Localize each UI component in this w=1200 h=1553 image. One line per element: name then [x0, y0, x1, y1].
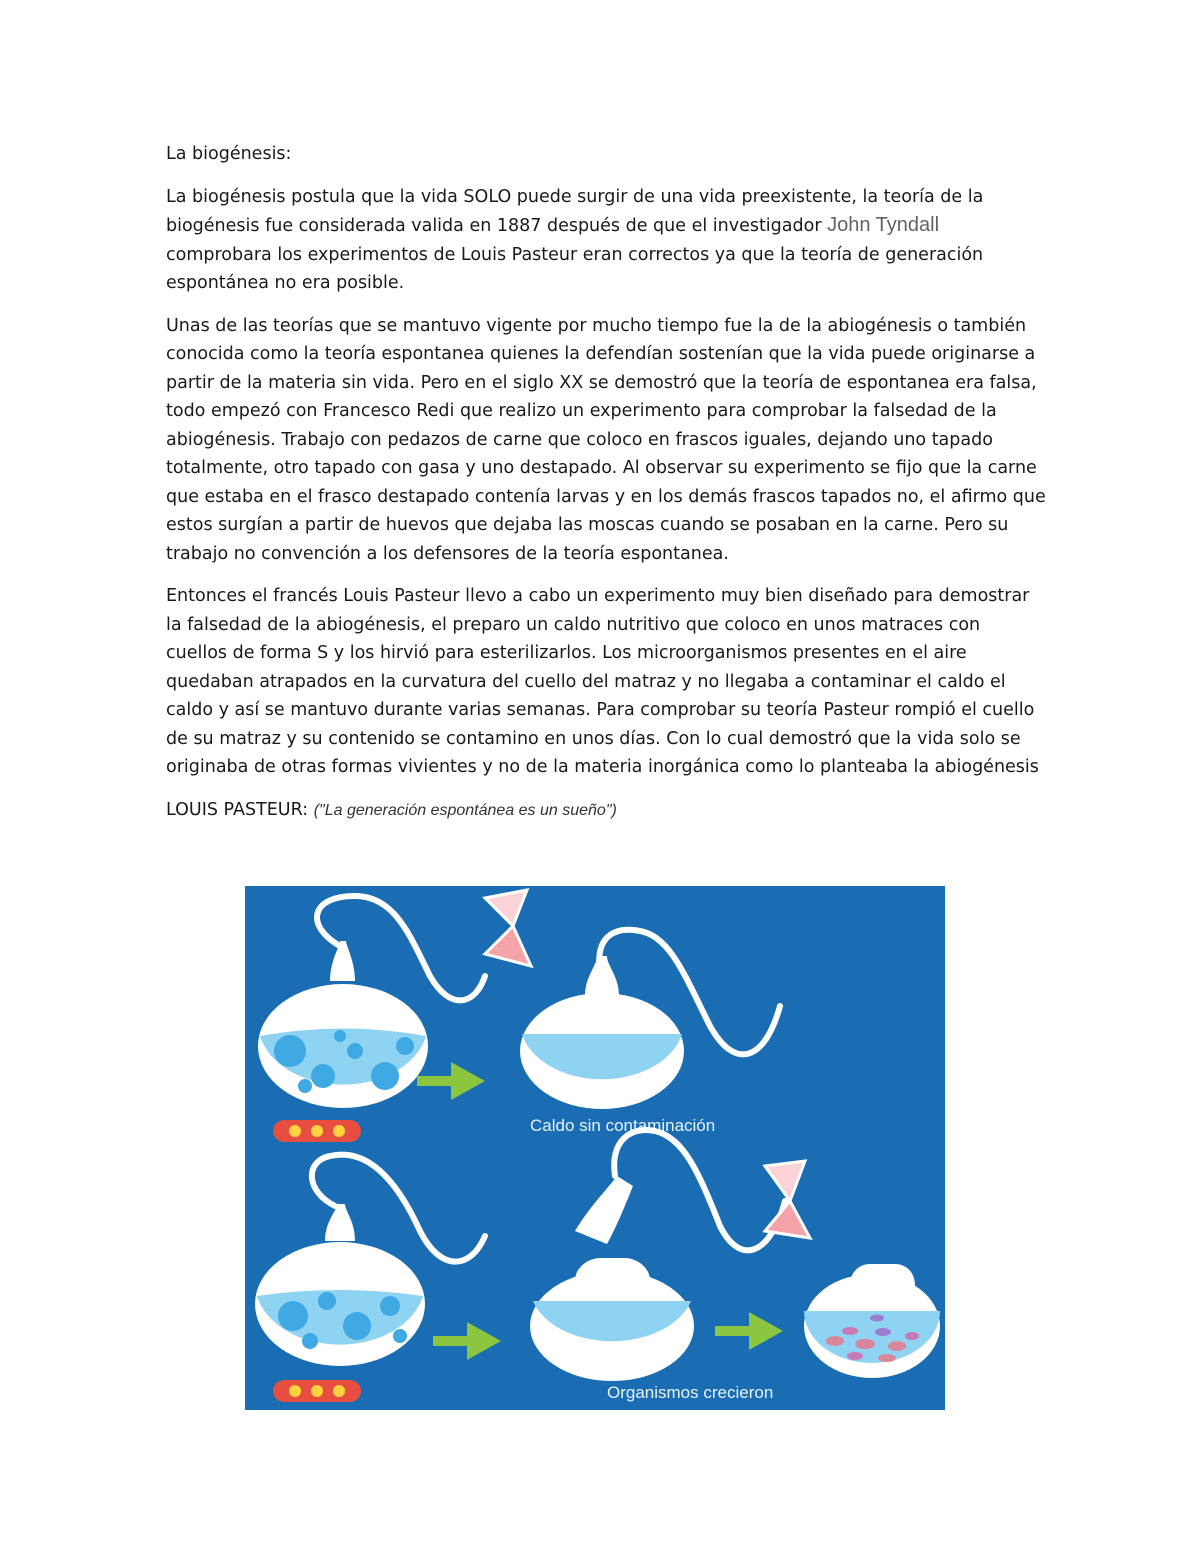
- text-line: abiogénesis. Trabajo con pedazos de carne que coloco en frascos iguales, dejando uno tapado: [166, 429, 993, 450]
- text-line: trabajo no convención a los defensores de la teoría espontanea.: [166, 543, 729, 564]
- name-tyndall: John Tyndall: [827, 214, 940, 236]
- text-line: conocida como la teoría espontanea quienes la defendían sostenían que la vida puede originarse a: [166, 344, 1036, 364]
- bubble: [278, 1301, 308, 1331]
- text-line: caldo y así se mantuvo durante varias semanas. Para comprobar su teoría Pasteur rompió el cuello: [166, 700, 1035, 720]
- text-line: [166, 211, 1066, 241]
- burner-flame: [311, 1125, 323, 1137]
- quote-text: ("La generación espontánea es un sueño"): [313, 801, 617, 819]
- text-segment: biogénesis fue considerada valida en 1887 después de que el investigador: [166, 216, 828, 236]
- text-line: totalmente, otro tapado con gasa y uno destapado. Al observar su experimento se fijo que la carne: [166, 458, 1037, 478]
- quote-label: LOUIS PASTEUR:: [166, 799, 314, 820]
- burner-flame: [333, 1385, 345, 1397]
- arrow-shaft: [715, 1326, 753, 1336]
- bubble: [371, 1062, 399, 1090]
- text-line: comprobara los experimentos de Louis Pasteur eran correctos ya que la teoría de generación: [166, 244, 984, 265]
- text-line: todo empezó con Francesco Redi que realizo un experimento para comprobar la falsedad de la: [166, 401, 997, 421]
- text-line: de su matraz y su contenido se contamino en unos días. Con lo cual demostró que la vida solo se: [166, 728, 1021, 749]
- bubble: [393, 1329, 407, 1343]
- burner-flame: [311, 1385, 323, 1397]
- bubble: [302, 1333, 318, 1349]
- text-line: estos surgían a partir de huevos que dejaba las moscas cuando se posaban en la carne. Pero su: [166, 515, 1009, 535]
- bubble: [343, 1312, 371, 1340]
- organism: [847, 1352, 863, 1360]
- burner-flame: [289, 1385, 301, 1397]
- burner-bottom: [273, 1380, 361, 1402]
- experiment-illustration: [245, 886, 945, 1410]
- organism: [875, 1328, 891, 1336]
- text-line: que estaba en el frasco destapado contenía larvas y en los demás frascos tapados no, el afirmo que: [166, 486, 1046, 507]
- organism: [878, 1354, 896, 1362]
- text-line: partir de la materia sin vida. Pero en el siglo XX se demostró que la teoría de espontanea era falsa,: [166, 372, 1037, 393]
- text-line: Unas de las teorías que se mantuvo vigente por mucho tiempo fue la de la abiogénesis o también: [166, 315, 1027, 336]
- text-line: Entonces el francés Louis Pasteur llevo a cabo un experimento muy bien diseñado para demostrar: [166, 586, 1030, 606]
- text-line: originaba de otras formas vivientes y no de la materia inorgánica como lo planteaba la abiogénesis: [166, 757, 1039, 777]
- paragraph-3: [166, 582, 1066, 782]
- organism: [905, 1332, 919, 1340]
- bubble: [274, 1035, 306, 1067]
- organism: [855, 1339, 875, 1349]
- caption-top: Caldo sin contaminación: [530, 1116, 716, 1135]
- document-heading: La biogénesis:: [166, 144, 292, 164]
- text-line: cuellos de forma S y los hirvió para esterilizarlos. Los microorganismos presentes en el aire: [166, 643, 967, 663]
- bubble: [334, 1030, 346, 1042]
- bubble: [311, 1064, 335, 1088]
- text-line: quedaban atrapados en la curvatura del cuello del matraz y no llegaba a contaminar el caldo el: [166, 671, 1006, 692]
- burner-flame: [289, 1125, 301, 1137]
- bubble: [318, 1292, 336, 1310]
- paragraph-2: [166, 312, 1066, 569]
- arrow-shaft: [417, 1076, 455, 1086]
- burner-top: [273, 1120, 361, 1142]
- text-line: espontánea no era posible.: [166, 273, 405, 293]
- pasteur-quote: [166, 796, 1066, 826]
- document-body: [166, 140, 1066, 839]
- bubble: [396, 1037, 414, 1055]
- organism: [870, 1315, 884, 1322]
- paragraph-1: [166, 183, 1066, 298]
- organism: [888, 1341, 906, 1351]
- text-line: la falsedad de la abiogénesis, el preparo un caldo nutritivo que coloco en unos matraces con: [166, 614, 981, 635]
- organism: [842, 1327, 858, 1335]
- arrow-shaft: [433, 1336, 471, 1346]
- text-line: La biogénesis postula que la vida SOLO puede surgir de una vida preexistente, la teoría de la: [166, 186, 984, 207]
- bubble: [347, 1043, 363, 1059]
- organism: [826, 1336, 844, 1346]
- bubble: [298, 1079, 312, 1093]
- bubble: [380, 1296, 400, 1316]
- pasteur-experiment-figure: [245, 886, 945, 1410]
- caption-bottom: Organismos crecieron: [607, 1383, 774, 1402]
- burner-flame: [333, 1125, 345, 1137]
